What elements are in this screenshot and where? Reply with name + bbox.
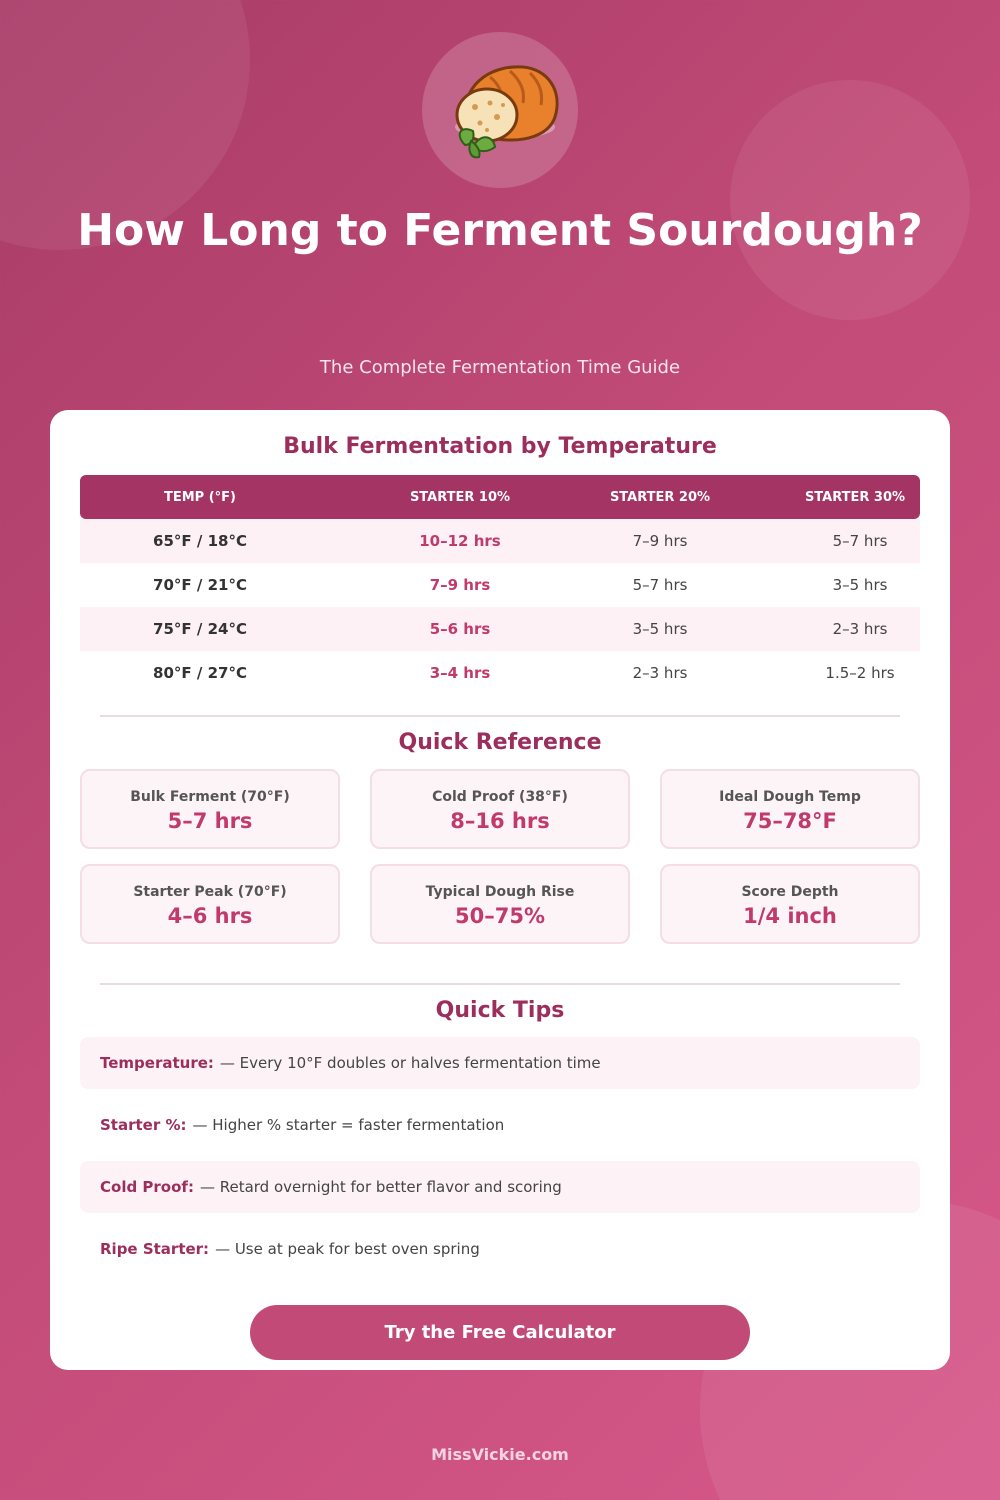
starter-10-cell: 3–4 hrs bbox=[429, 664, 491, 682]
quick-reference-card bbox=[80, 769, 340, 849]
reference-value: 5–7 hrs bbox=[167, 809, 253, 833]
reference-value: 75–78°F bbox=[743, 809, 837, 833]
tip-text: — Every 10°F doubles or halves fermentation time bbox=[219, 1054, 601, 1072]
fermentation-table bbox=[80, 475, 920, 695]
reference-label: Ideal Dough Temp bbox=[719, 789, 861, 805]
tip-text: — Use at peak for best oven spring bbox=[215, 1240, 480, 1258]
tip-text: — Retard overnight for better flavor and scoring bbox=[199, 1178, 562, 1196]
table-header-row bbox=[80, 475, 920, 519]
tip-item bbox=[80, 1223, 920, 1275]
column-header-starter-20: STARTER 20% bbox=[609, 489, 711, 505]
section-divider bbox=[100, 983, 900, 985]
starter-20-cell: 7–9 hrs bbox=[632, 532, 688, 550]
bulk-section-title: Bulk Fermentation by Temperature bbox=[283, 434, 717, 459]
table-row bbox=[80, 607, 920, 651]
starter-30-cell: 1.5–2 hrs bbox=[825, 664, 895, 682]
reference-value: 4–6 hrs bbox=[167, 904, 253, 928]
starter-30-cell: 3–5 hrs bbox=[832, 576, 888, 594]
tip-key: Ripe Starter: bbox=[100, 1240, 210, 1258]
table-row bbox=[80, 651, 920, 695]
content-card bbox=[50, 410, 950, 1370]
reference-value: 50–75% bbox=[455, 904, 545, 928]
reference-label: Starter Peak (70°F) bbox=[133, 884, 287, 900]
tip-text: — Higher % starter = faster fermentation bbox=[192, 1116, 505, 1134]
temp-cell: 70°F / 21°C bbox=[153, 576, 247, 594]
starter-30-cell: 2–3 hrs bbox=[832, 620, 888, 638]
tip-item bbox=[80, 1037, 920, 1089]
reference-label: Score Depth bbox=[741, 884, 839, 900]
temp-cell: 80°F / 27°C bbox=[153, 664, 247, 682]
reference-label: Bulk Ferment (70°F) bbox=[130, 789, 290, 805]
starter-10-cell: 5–6 hrs bbox=[429, 620, 491, 638]
temp-cell: 65°F / 18°C bbox=[153, 532, 247, 550]
column-header-starter-10: STARTER 10% bbox=[409, 489, 511, 505]
decorative-circle bbox=[730, 80, 970, 320]
quick-tips-title: Quick Tips bbox=[435, 998, 565, 1023]
page-title: How Long to Ferment Sourdough? bbox=[77, 205, 923, 256]
tip-item bbox=[80, 1161, 920, 1213]
quick-reference-card bbox=[660, 769, 920, 849]
quick-reference-title: Quick Reference bbox=[398, 730, 602, 755]
page-subtitle: The Complete Fermentation Time Guide bbox=[319, 357, 681, 378]
column-header-temp: TEMP (°F) bbox=[163, 489, 236, 505]
quick-reference-card bbox=[80, 864, 340, 944]
reference-label: Cold Proof (38°F) bbox=[432, 789, 568, 805]
starter-20-cell: 2–3 hrs bbox=[632, 664, 688, 682]
starter-10-cell: 7–9 hrs bbox=[429, 576, 491, 594]
free-calculator-button[interactable]: Try the Free Calculator bbox=[250, 1305, 750, 1360]
table-row bbox=[80, 563, 920, 607]
starter-10-cell: 10–12 hrs bbox=[419, 532, 501, 550]
reference-value: 1/4 inch bbox=[743, 904, 837, 928]
reference-value: 8–16 hrs bbox=[450, 809, 550, 833]
quick-reference-card bbox=[370, 769, 630, 849]
reference-label: Typical Dough Rise bbox=[425, 884, 575, 900]
starter-20-cell: 5–7 hrs bbox=[632, 576, 688, 594]
temp-cell: 75°F / 24°C bbox=[153, 620, 247, 638]
tip-item bbox=[80, 1099, 920, 1151]
table-row bbox=[80, 519, 920, 563]
footer-site-name: MissVickie.com bbox=[431, 1445, 569, 1464]
section-divider bbox=[100, 715, 900, 717]
tip-key: Starter %: bbox=[100, 1116, 187, 1134]
bread-loaf-icon bbox=[422, 32, 578, 188]
starter-30-cell: 5–7 hrs bbox=[832, 532, 888, 550]
starter-20-cell: 3–5 hrs bbox=[632, 620, 688, 638]
tip-key: Cold Proof: bbox=[100, 1178, 194, 1196]
tip-key: Temperature: bbox=[100, 1054, 214, 1072]
quick-reference-card bbox=[370, 864, 630, 944]
column-header-starter-30: STARTER 30% bbox=[804, 489, 906, 505]
quick-reference-card bbox=[660, 864, 920, 944]
